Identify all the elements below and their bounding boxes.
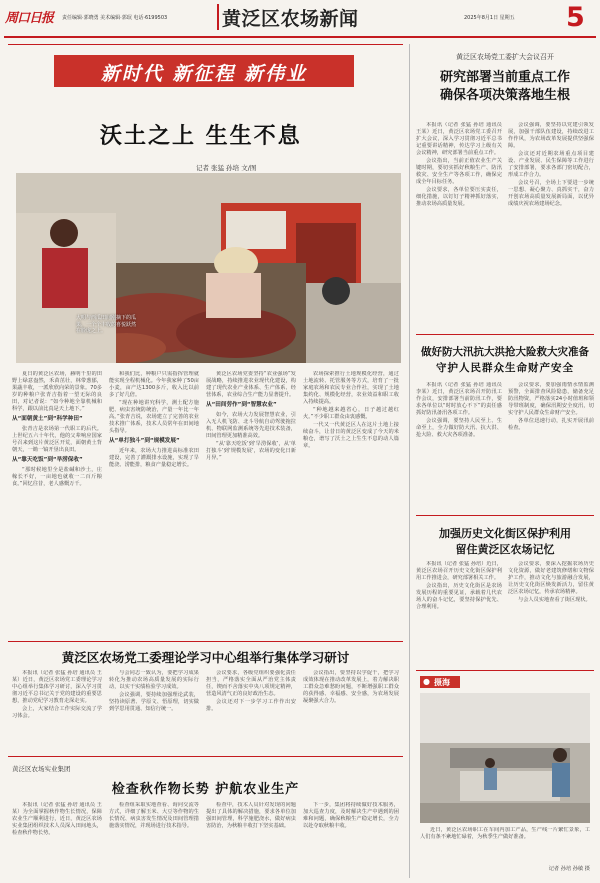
meeting-p: 会议强调，要坚持以党建引领发展，加强干部队伍建设，持续改进工作作风，为农场改革发展提供坚强保障。: [508, 122, 594, 149]
photo-news-credit: 记者 孙培 孙敏 摄: [548, 866, 590, 872]
lead-col-2: [109, 371, 199, 637]
study-col-3: [206, 670, 296, 752]
meeting-p: 会议指出，当前正值农业生产关键时期，要切实抓好秋粮生产、防汛救灾、安全生产等各项工作，确保完成全年目标任务。: [416, 158, 502, 185]
study-p: 会议还对下一步学习工作作出安排。: [206, 699, 296, 712]
meeting-kicker: 黄泛区农场党工委扩大会议召开: [456, 53, 554, 61]
lead-photo: [16, 173, 401, 363]
autumn-col-1: [12, 802, 102, 876]
flood-p: 会议要求，要加强雨情水情监测预警，全面排查风险隐患，储备充足防汛物资，严格落实24小时值班和领导带班制度，确保汛期安全度汛，切实守护人民群众生命财产安全。: [508, 382, 594, 416]
photo-news-art: [420, 693, 590, 823]
lead-p: 和我们比，种粮户只需指挥管理就能实现全程机械化。今年我家种了50亩小麦，亩产达1300多斤，收入比以前多了好几倍。: [109, 371, 199, 398]
lead-subhead-1: 从“面朝黄土”到“科学种田”: [12, 416, 83, 422]
autumn-kicker: 黄泛区农场实业集团: [12, 765, 71, 773]
masthead-rule: [4, 36, 596, 38]
heritage-p: 本报讯（记者 张猛 孙培）近日，黄泛区农场召开历史文化街区保护利用工作推进会，研究部署相关工作。: [416, 561, 502, 581]
heritage-p: 与会人员实地查看了街区现状。: [518, 597, 591, 603]
heritage-title-2: 留住黄泛区农场记忆: [455, 543, 555, 556]
date-line: 2025年8月1日 星期五: [464, 15, 515, 21]
study-col-1: [12, 670, 102, 752]
study-p: 本报讯（记者 张猛 孙培 通讯员 王某）近日，黄泛区农场党工委理论学习中心组举行集体学习研讨，深入学习贯彻习近平总书记关于党的建设的重要思想，推动党纪学习教育走深走实。: [12, 670, 102, 704]
meeting-p: 本报讯（记者 张猛 孙培 通讯员 王某）近日，黄泛区农场党工委召开扩大会议，深入学习贯彻习近平总书记重要讲话精神，传达学习上级有关会议精神，研究部署当前重点工作。: [416, 122, 502, 156]
autumn-col-4: [303, 802, 399, 876]
lead-col-1: [12, 371, 102, 637]
lead-article: [8, 44, 403, 642]
column-separator: [409, 44, 410, 878]
study-p: 会议要求，各级党组织要强化责任担当，严格落实全面从严治党主体责任，锲而不舍落实中央八项规定精神，营造风清气正的良好政治生态。: [206, 670, 296, 697]
autumn-p: 下一步，集团将持续做好技术服务，加大巡查力度，及时解决生产中遇到的困难和问题，确保秋粮生产稳定增长，全力以赴夺取秋粮丰收。: [303, 802, 399, 829]
meeting-col-1: [416, 122, 502, 327]
meeting-title-2: 确保各项决策落地生根: [439, 88, 570, 103]
autumn-p: 检查组采取实地查看、询问交流等方式，详细了解玉米、大豆等作物的生长情况、病虫害发生情况及田间管理措施落实情况，并现场进行技术指导。: [109, 802, 199, 829]
title-divider: [217, 4, 219, 30]
banner: [54, 55, 354, 87]
banner-text: 新时代 新征程 新伟业: [100, 63, 308, 85]
lead-col-3: [206, 371, 296, 637]
masthead-logo: 周口日报: [5, 11, 54, 26]
autumn-title: 检查秋作物长势 护航农业生产: [111, 782, 300, 797]
lead-p: 农场探索推行土地规模化经营，通过土地流转、托管服务等方式，培育了一批家庭农场和农民专业合作社，实现了土地集约化、规模化经营，农业效益和职工收入持续提高。: [303, 371, 399, 405]
flood-col-2: [508, 382, 594, 510]
page-number: 5: [566, 2, 585, 33]
lead-subhead-2: 从“靠天吃饭”到“旱涝保收”: [12, 457, 83, 463]
photo-news-image: [420, 693, 590, 823]
autumn-col-2: [109, 802, 199, 876]
meeting-title-1: 研究部署当前重点工作: [439, 70, 570, 85]
flood-title-2: 守护人民群众生命财产安全: [436, 362, 574, 374]
heritage-p: 会议要求，要深入挖掘农场历史文化资源，做好老建筑修缮和文物保护工作，推动文化与旅游融合发展，让历史文化街区焕发新活力，留住黄泛区农场记忆，传承农场精神。: [508, 561, 594, 595]
autumn-article: [8, 760, 403, 878]
flood-title-1: 做好防大汛抗大洪抢大险救大灾准备: [421, 346, 589, 358]
lead-p: “那时候地里全是盐碱和沙土，庄稼长不好，一亩地也就收一二百斤粮食。”回忆往昔，老人感慨万千。: [12, 467, 102, 487]
study-col-4: [303, 670, 399, 752]
lead-p: “从‘靠天吃饭’到‘旱涝保收’，从‘单打独斗’到‘规模发展’，农场的变化日新月异。”: [206, 441, 296, 461]
lead-photo-caption: 大明与西瓜田间刚摘下的瓜果，一个个丰收的喜悦跃然在脸庞之上。: [76, 315, 137, 334]
photo-news-caption-text: 近日，黄泛区农场职工在车间内加工产品，生产线一片繁忙景象，工人们有条不紊地忙碌着，为秋季生产做好准备。: [420, 827, 590, 840]
heritage-col-2: [508, 561, 594, 663]
lead-p: 近年来，农场大力推进高标准农田建设，完善了灌溉排水设施，实现了旱能浇、涝能排，粮食产量稳定增长。: [109, 448, 199, 468]
photo-news-caption: [420, 827, 590, 863]
masthead-contacts: 责任编辑·郭晓勇 美术编辑·郭珉 电话·6199503: [62, 15, 168, 21]
photo-news-label: 摄海: [434, 678, 450, 687]
right-divider-1: [416, 334, 594, 335]
meeting-p: 会议号召，全场上下要进一步统一思想、凝心聚力、真抓实干，奋力开创农场高质量发展新局面，以优异成绩庆祝农场建场纪念。: [508, 180, 594, 207]
masthead: [0, 0, 600, 38]
heritage-col-1: [416, 561, 502, 663]
right-divider-2: [416, 515, 594, 516]
lead-p: 张青吉是农场第一代职工的后代。上世纪五六十年代，他的父辈响应国家号召来到这片黄泛区开荒，面朝黄土背朝天，一锄一镐开垦出良田。: [12, 426, 102, 453]
lead-p: “现在种地讲究科学，测土配方施肥、病虫害统防统治，产量一年比一年高。”张青吉说，农场建立了完善的农业技术推广体系，技术人员常年在田间地头指导。: [109, 400, 199, 434]
lead-p: 夏日的黄泛区农场，赫明千里的田野上绿意盎然，禾苗茁壮，林带葱郁，果蔬丰收，一派欣欣向荣的景象。70多岁的种粮户张青吉指着一望无际的良田，对记者说：“如今种地全靠机械和科学，跟以前比真是天上地下。”: [12, 371, 102, 412]
study-p: 与会同志一致认为，要把学习成果转化为推动农场高质量发展的实际行动，以实干实绩检验学习成效。: [109, 670, 199, 690]
flood-p: 会议强调，要坚持人民至上、生命至上，全力做好防大汛、抗大洪、抢大险、救大灾各项准备。: [416, 418, 502, 438]
study-p: 会议强调，要持续加强理论武装，坚持读原著、学原文、悟原理，切实做到学思用贯通、知信行统一。: [109, 692, 199, 712]
autumn-col-3: [206, 802, 296, 876]
meeting-p: 会议还对近期农场重点项目建设、产业发展、民生保障等工作进行了安排部署，要求各部门密切配合，形成工作合力。: [508, 151, 594, 178]
lead-p: “种地越来越省心，日子越过越红火。”不少职工群众由衷感慨。: [303, 407, 399, 420]
study-col-2: [109, 670, 199, 752]
study-p: 会议指出，要坚持以学促干，把学习成效体现在推动改革发展上，着力解决职工群众急难愁盼问题，不断增强职工群众的获得感、幸福感、安全感，为农场发展凝聚强大合力。: [303, 670, 399, 704]
heritage-p: 会议指出，历史文化街区是农场发展历程的重要见证，承载着几代农场人的奋斗记忆，要坚持保护优先、合理利用。: [416, 583, 502, 610]
meeting-p: 会议要求，各单位要压实责任，细化措施，以钉钉子精神抓好落实，推动农场高质量发展。: [416, 187, 502, 207]
lead-p: 一代又一代黄泛区人在这片土地上接续奋斗，让昔日的黄泛区变成了今天的米粮仓，谱写了沃土之上生生不息的动人篇章。: [303, 422, 399, 449]
photo-news-label-box: [420, 676, 460, 688]
camera-icon: ●: [423, 677, 430, 686]
lead-p: 黄泛区农场党委坚持“农业强场”发展战略，持续推进农业现代化建设，构建了现代农业产业体系、生产体系、经营体系，农业综合生产能力显著提升。: [206, 371, 296, 398]
section-title: 黄泛区农场新闻: [222, 8, 359, 30]
flood-p: 本报讯（记者 张猛 孙培 通讯员 李某）近日，黄泛区农场召开防汛工作会议，安排部署当前防汛工作，要求各单位以“时时放心不下”的责任感抓好防汛备汛各项工作。: [416, 382, 502, 416]
lead-subhead-3: 从“单打独斗”到“规模发展”: [109, 438, 180, 444]
lead-byline: 记者 张猛 孙培 文/图: [196, 164, 257, 172]
lead-col-4: [303, 371, 399, 637]
meeting-col-2: [508, 122, 594, 327]
lead-subhead-4: 从“田间劳作”到“智慧农业”: [206, 402, 277, 408]
photo-news: [416, 670, 594, 879]
autumn-p: 本报讯（记者 张猛 孙培 通讯员 王某）为全面掌握秋作物生长情况，保障农业生产顺利进行，近日，黄泛区农场实业集团组织技术人员深入田间地头，检查秋作物长势。: [12, 802, 102, 836]
study-title: 黄泛区农场党工委理论学习中心组举行集体学习研讨: [61, 650, 350, 665]
lead-p: 如今，农场大力发展智慧农业，引入无人机飞防、北斗导航自动驾驶拖拉机、物联网监测系统等先进技术装备，田间管理更加精准高效。: [206, 412, 296, 439]
lead-photo-art: [16, 173, 401, 363]
meeting-article: [416, 44, 594, 334]
flood-p: 各单位迅速行动，扎实开展汛前检查。: [508, 418, 594, 431]
study-p: 会上，大家结合工作实际交流了学习体会。: [12, 706, 102, 719]
flood-col-1: [416, 382, 502, 510]
lead-title: 沃土之上 生生不息: [100, 123, 302, 149]
study-article: [8, 644, 403, 757]
heritage-article: [416, 519, 594, 667]
heritage-title-1: 加强历史文化街区保护利用: [439, 527, 571, 540]
autumn-p: 检查中，技术人员针对发现的问题提出了具体的解决措施，要求各单位加强田间管理，科学施肥浇水，做好病虫害防治，为秋粮丰收打下坚实基础。: [206, 802, 296, 829]
flood-article: [416, 338, 594, 514]
